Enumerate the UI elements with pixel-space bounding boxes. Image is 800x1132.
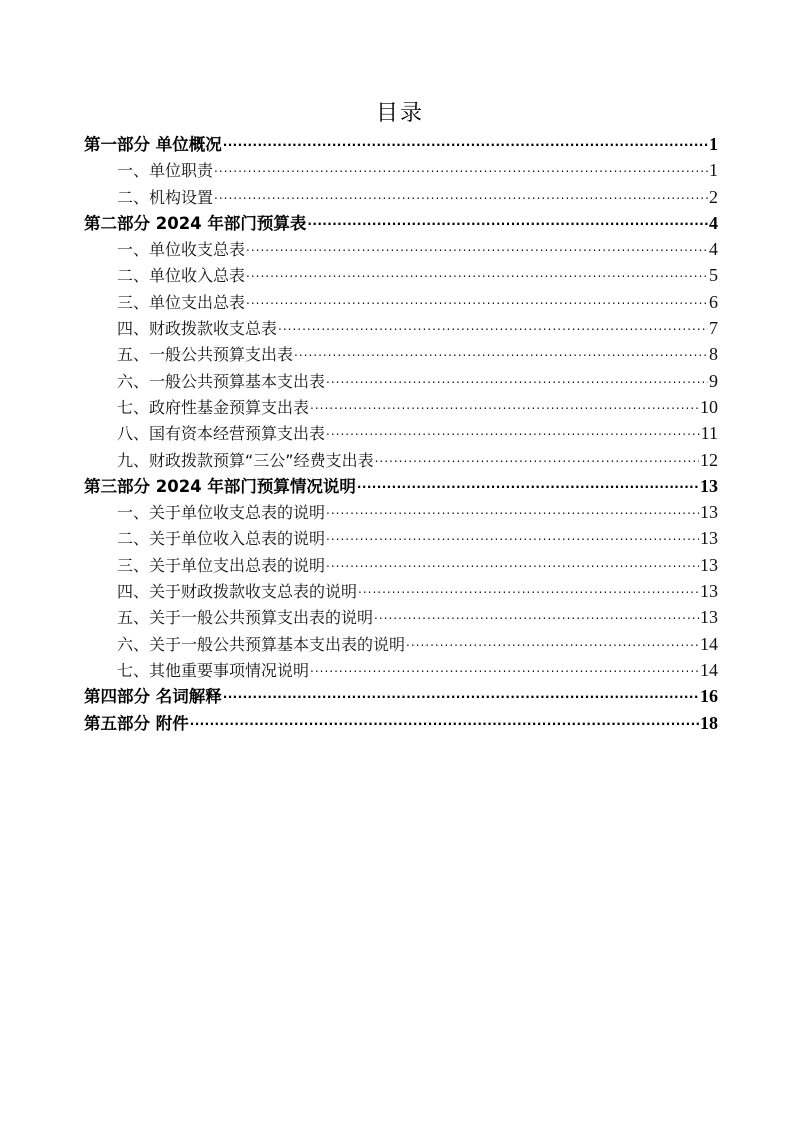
toc-page-number: 13 bbox=[700, 475, 718, 496]
dot-leader bbox=[223, 128, 708, 155]
toc-entry-label: 九、财政拨款预算“三公”经费支出表 bbox=[117, 450, 374, 470]
dot-leader bbox=[326, 365, 708, 392]
toc-page-number: 8 bbox=[709, 344, 718, 365]
toc-entry-label: 四、财政拨款收支总表 bbox=[117, 319, 278, 339]
dot-leader bbox=[326, 522, 699, 549]
toc-page-number: 5 bbox=[709, 265, 718, 286]
dot-leader bbox=[214, 181, 708, 208]
toc-entry-label: 二、单位收入总表 bbox=[117, 266, 246, 286]
dot-leader bbox=[246, 233, 708, 260]
dot-leader bbox=[375, 444, 699, 471]
toc-entry-label: 六、关于一般公共预算基本支出表的说明 bbox=[117, 634, 406, 654]
toc-page-number: 12 bbox=[700, 449, 718, 470]
toc-page-number: 1 bbox=[709, 160, 718, 181]
toc-page-number: 6 bbox=[709, 291, 718, 312]
toc-entry-part-5[interactable] bbox=[84, 710, 718, 736]
dot-leader bbox=[374, 601, 699, 628]
toc-page-number: 2 bbox=[709, 186, 718, 207]
dot-leader bbox=[326, 417, 700, 444]
dot-leader bbox=[357, 470, 699, 497]
toc-page-number: 16 bbox=[700, 686, 718, 707]
dot-leader bbox=[406, 628, 699, 655]
toc-entry-label: 第一部分 单位概况 bbox=[84, 135, 222, 154]
toc-page-number: 13 bbox=[700, 607, 718, 628]
dot-leader bbox=[223, 680, 699, 707]
toc-entry-label: 七、政府性基金预算支出表 bbox=[117, 397, 310, 417]
dot-leader bbox=[358, 575, 699, 602]
dot-leader bbox=[326, 496, 699, 523]
table-of-contents bbox=[84, 131, 718, 736]
dot-leader bbox=[278, 312, 708, 339]
toc-page-number: 10 bbox=[700, 396, 718, 417]
toc-entry-label: 一、单位收支总表 bbox=[117, 240, 246, 260]
toc-entry-label: 八、国有资本经营预算支出表 bbox=[117, 424, 326, 444]
toc-entry-label: 一、关于单位收支总表的说明 bbox=[117, 503, 326, 523]
toc-page-number: 13 bbox=[700, 528, 718, 549]
toc-entry-label: 二、机构设置 bbox=[117, 187, 214, 207]
toc-entry-label: 四、关于财政拨款收支总表的说明 bbox=[117, 582, 358, 602]
toc-entry-label: 五、一般公共预算支出表 bbox=[117, 345, 294, 365]
toc-entry-label: 一、单位职责 bbox=[117, 161, 214, 181]
dot-leader bbox=[246, 259, 708, 286]
dot-leader bbox=[310, 391, 699, 418]
toc-page-number: 7 bbox=[709, 318, 718, 339]
toc-page-number: 1 bbox=[709, 134, 718, 154]
dot-leader bbox=[214, 154, 708, 181]
toc-page-number: 18 bbox=[700, 712, 718, 733]
toc-page-number: 14 bbox=[700, 633, 718, 654]
toc-entry-label: 第三部分 2024 年部门预算情况说明 bbox=[84, 476, 356, 496]
toc-page-number: 13 bbox=[700, 502, 718, 523]
dot-leader bbox=[310, 654, 699, 681]
toc-entry-label: 七、其他重要事项情况说明 bbox=[117, 660, 310, 680]
toc-page-number: 4 bbox=[709, 239, 718, 260]
toc-entry-label: 二、关于单位收入总表的说明 bbox=[117, 529, 326, 549]
toc-page-number: 4 bbox=[709, 212, 718, 233]
toc-entry-label: 六、一般公共预算基本支出表 bbox=[117, 371, 326, 391]
toc-entry-label: 第二部分 2024 年部门预算表 bbox=[84, 213, 307, 233]
dot-leader bbox=[326, 549, 699, 576]
toc-entry-label: 第四部分 名词解释 bbox=[84, 687, 222, 707]
toc-page-number: 13 bbox=[700, 554, 718, 575]
toc-entry-label: 三、单位支出总表 bbox=[117, 292, 246, 312]
toc-entry-label: 第五部分 附件 bbox=[84, 713, 189, 733]
toc-page-number: 9 bbox=[709, 370, 718, 391]
toc-page-number: 13 bbox=[700, 581, 718, 602]
toc-page-number: 14 bbox=[700, 659, 718, 680]
toc-entry-label: 五、关于一般公共预算支出表的说明 bbox=[117, 608, 374, 628]
dot-leader bbox=[246, 286, 708, 313]
toc-entry-label: 三、关于单位支出总表的说明 bbox=[117, 555, 326, 575]
dot-leader bbox=[190, 707, 699, 734]
dot-leader bbox=[294, 338, 708, 365]
page-title: 目录 bbox=[375, 101, 424, 126]
toc-page-number: 11 bbox=[700, 423, 718, 444]
dot-leader bbox=[307, 207, 708, 234]
